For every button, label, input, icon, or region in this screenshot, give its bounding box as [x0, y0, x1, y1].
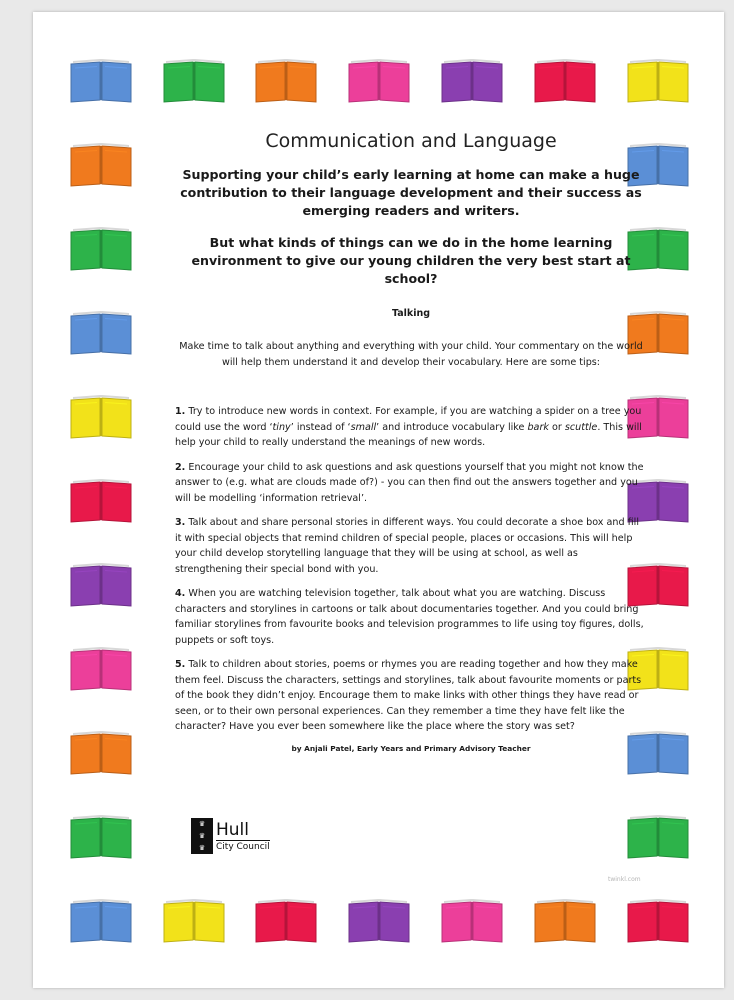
- tip-emphasis: scuttle: [564, 421, 598, 433]
- tip-number: 5.: [175, 659, 186, 670]
- book-icon: [67, 308, 135, 356]
- book-icon: [67, 644, 135, 692]
- tip-text: Encourage your child to ask questions and ask questions yourself that you might not know the answer to (e.g. what are clouds made of?) - you can then find out the answers together and you will be modelling ‘information retrieval’.: [175, 461, 644, 504]
- hull-city-council-logo: [191, 818, 270, 856]
- book-icon: [67, 392, 135, 440]
- lead-paragraph-1: Supporting your child’s early learning at home can make a huge contribution to their language development and their success as emerging readers and writers.: [180, 167, 642, 218]
- tip-number: 2.: [175, 461, 186, 473]
- tip-number: 4.: [175, 588, 186, 599]
- book-icon: [252, 56, 320, 104]
- lead-paragraph-2: But what kinds of things can we do in the home learning environment to give our young children the very best start at school?: [191, 235, 631, 286]
- book-icon: [67, 896, 135, 944]
- book-icon: [438, 56, 506, 104]
- section-heading-talking: Talking: [391, 308, 431, 319]
- tip-emphasis: tiny: [272, 421, 291, 433]
- logo-line-2: City Council: [216, 842, 270, 852]
- tip-text: ’ instead of ‘: [290, 421, 351, 433]
- tip-5: [175, 657, 647, 735]
- book-icon: [160, 56, 228, 104]
- book-icon: [531, 896, 599, 944]
- book-icon: [67, 812, 135, 860]
- logo-line-1: Hull: [216, 821, 270, 841]
- document-content: [175, 130, 647, 760]
- book-icon: [345, 896, 413, 944]
- tip-3: [175, 515, 647, 577]
- book-icon: [624, 896, 692, 944]
- tip-2: [175, 460, 647, 507]
- tip-text: Try to introduce new words in context. For example, if you are watching a spider on a tree you could use the word ‘: [175, 406, 642, 433]
- tip-text: or: [548, 421, 565, 433]
- book-icon: [67, 140, 135, 188]
- book-icon: [252, 896, 320, 944]
- page-title: Communication and Language: [265, 130, 557, 152]
- crown-crest-icon: ♛ ♛ ♛: [191, 818, 213, 854]
- book-icon: [531, 56, 599, 104]
- tip-1: [175, 404, 647, 451]
- tip-emphasis: bark: [527, 421, 549, 433]
- tip-number: 1.: [175, 406, 186, 417]
- book-icon: [438, 896, 506, 944]
- book-icon: [67, 56, 135, 104]
- book-icon: [624, 56, 692, 104]
- book-icon: [67, 476, 135, 524]
- tip-text: When you are watching television together, talk about what you are watching. Discuss characters and storylines in cartoons or talk about documentaries together. And you could bring familiar storylines from favourite books and television programmes to life using toy figures, dolls, puppets or soft toys.: [175, 588, 644, 646]
- tip-4: [175, 586, 647, 648]
- book-icon: [624, 812, 692, 860]
- tip-emphasis: small: [350, 421, 377, 433]
- document-page: [33, 12, 724, 988]
- book-icon: [67, 560, 135, 608]
- tip-text: Talk to children about stories, poems or rhymes you are reading together and how they make them feel. Discuss the characters, settings and storylines, talk about favourite moments or parts of the book they didn’t enjoy. Encourage them to make links with other things they have read or seen, or to their own personal experiences. Can they remember a time they have felt like the character? Have you ever been somewhere like the place where the story was set?: [175, 659, 642, 732]
- tip-text: . This will help your child to really understand the meanings of new words.: [175, 421, 642, 448]
- book-icon: [160, 896, 228, 944]
- book-icon: [345, 56, 413, 104]
- tip-text: ’ and introduce vocabulary like: [376, 421, 528, 433]
- watermark: twinkl.com: [608, 876, 641, 883]
- intro-paragraph: Make time to talk about anything and everything with your child. Your commentary on the world will help them understand it and develop their vocabulary. Here are some tips:: [179, 341, 643, 368]
- book-icon: [67, 728, 135, 776]
- author-byline: by Anjali Patel, Early Years and Primary Advisory Teacher: [291, 743, 531, 753]
- tip-number: 3.: [175, 517, 186, 528]
- tip-text: Talk about and share personal stories in different ways. You could decorate a shoe box and fill it with special objects that remind children of special people, places or occasions. This will help your child develop storytelling language that they will be using at school, as well as strengthening their special bond with you.: [175, 517, 640, 575]
- book-icon: [67, 224, 135, 272]
